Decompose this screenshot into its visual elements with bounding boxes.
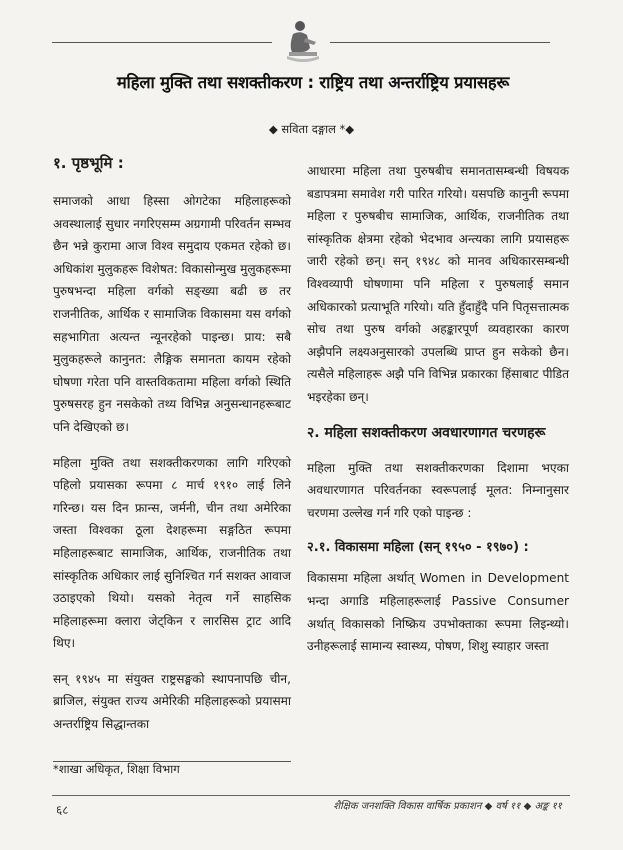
running-footer: शैक्षिक जनशक्ति विकास वार्षिक प्रकाशन ◆ वर्ष ११ ◆ अङ्क ११ xyxy=(333,801,562,812)
footnote: *शाखा अधिकृत, शिक्षा विभाग xyxy=(53,762,180,776)
paragraph: आधारमा महिला तथा पुरुषबीच समानतासम्बन्धी विषयक बडापत्रमा समावेश गरी पारित गरियो। यसपछि कानुनी रूपमा महिला र पुरुषबीच सामाजिक, आर्थिक, राजनीतिक तथा सांस्कृतिक क्षेत्रमा रहेको भेदभाव अन्त्यका लागि प्रयासहरू जारी रहेको छन्। सन् १९४८ को मानव अधिकारसम्बन्धी विश्वव्यापी घोषणामा पनि महिला र पुरुषलाई समान अधिकारको प्रत्याभूति गरियो। यति हुँदाहुँदै पनि पितृसत्तात्मक सोच तथा पुरुष वर्गको अहङ्कारपूर्ण व्यवहारका कारण अझैपनि लक्ष्यअनुसारको उपलब्धि प्राप्त हुन सकेको छैन। त्यसैले महिलाहरू अझै पनि विभिन्न प्रकारका हिंसाबाट पीडित भइरहेका छन्। xyxy=(307,164,569,404)
author-line: ◆ सविता दङ्गाल *◆ xyxy=(268,122,355,136)
paragraph: सन् १९४५ मा संयुक्त राष्ट्रसङ्घको स्थापनापछि चीन, ब्राजिल, संयुक्त राज्य अमेरिकी महिलाहरूको प्रयासमा अन्तर्राष्ट्रिय सिद्धान्तका xyxy=(53,671,291,732)
paragraph: समाजको आधा हिस्सा ओगटेका महिलाहरूको अवस्थालाई सुधार नगरिएसम्म अग्रगामी परिवर्तन सम्भव छैन भन्ने कुरामा आज विश्व समुदाय एकमत रहेको छ। अधिकांश मुलुकहरू विशेषत: विकासोन्मुख मुलुकहरूमा पुरुषभन्दा महिला वर्गको सङ्ख्या बढी छ तर राजनीतिक, आर्थिक र सामाजिक विकासमा यस वर्गको सहभागिता अत्यन्त न्यूनरहेको पाइन्छ। प्राय: सबै मुलुकहरूले कानुनत: लैङ्गिक समानता कायम रहेको घोषणा गरेता पनि वास्तविकतामा महिला वर्गको स्थिति पुरुषसरह हुन नसकेको तथ्य विभिन्न अनुसन्धानहरूबाट पनि देखिएको छ। xyxy=(53,194,291,434)
paragraph: विकासमा महिला अर्थात् Women in Development भन्दा अगाडि महिलाहरूलाई Passive Consumer अर्थात् विकासको निष्क्रिय उपभोक्ताका रूपमा लिइन्थ्यो। उनीहरूलाई सामान्य स्वास्थ्य, पोषण, शिशु स्याहार जस्ता xyxy=(307,571,569,654)
paragraph: महिला मुक्ति तथा सशक्तीकरणका लागि गरिएको पहिलो प्रयासका रूपमा ८ मार्च १९१० लाई लिने गरिन्छ। यस दिन फ्रान्स, जर्मनी, चीन तथा अमेरिका जस्ता विश्वका ठूला देशहरूमा सङ्गठित रूपमा महिलाहरूबाट सामाजिक, आर्थिक, राजनीतिक तथा सांस्कृतिक अधिकार लाई सुनिश्चित गर्न सशक्त आवाज उठाइएको थियो। यसको नेतृत्व गर्ने साहसिक महिलाहरूमा क्लारा जेट्किन र लारसिस ट्राट आदि थिए। xyxy=(53,455,291,651)
section-heading-background: १. पृष्ठभूमि : xyxy=(53,154,124,172)
header-rule-left xyxy=(52,42,272,43)
section-heading-concepts: २. महिला सशक्तीकरण अवधारणागत चरणहरू xyxy=(307,424,546,441)
footer-divider xyxy=(52,795,570,796)
header-rule-right xyxy=(330,42,550,43)
subsection-heading-wid: २.१. विकासमा महिला (सन् १९५० - १९७०) : xyxy=(307,540,529,556)
right-column xyxy=(307,160,569,671)
page-number: ६८ xyxy=(56,803,69,817)
seated-reading-figure-icon xyxy=(283,18,323,64)
paragraph: महिला मुक्ति तथा सशक्तीकरणका दिशामा भएका अवधारणागत परिवर्तनका स्वरूपलाई मूलत: निम्नानुसार चरणमा उल्लेख गर्न गरि एको पाइन्छ : xyxy=(307,460,569,520)
left-column xyxy=(53,152,291,749)
article-title: महिला मुक्ति तथा सशक्तीकरण : राष्ट्रिय तथा अन्तर्राष्ट्रिय प्रयासहरू xyxy=(116,73,510,92)
